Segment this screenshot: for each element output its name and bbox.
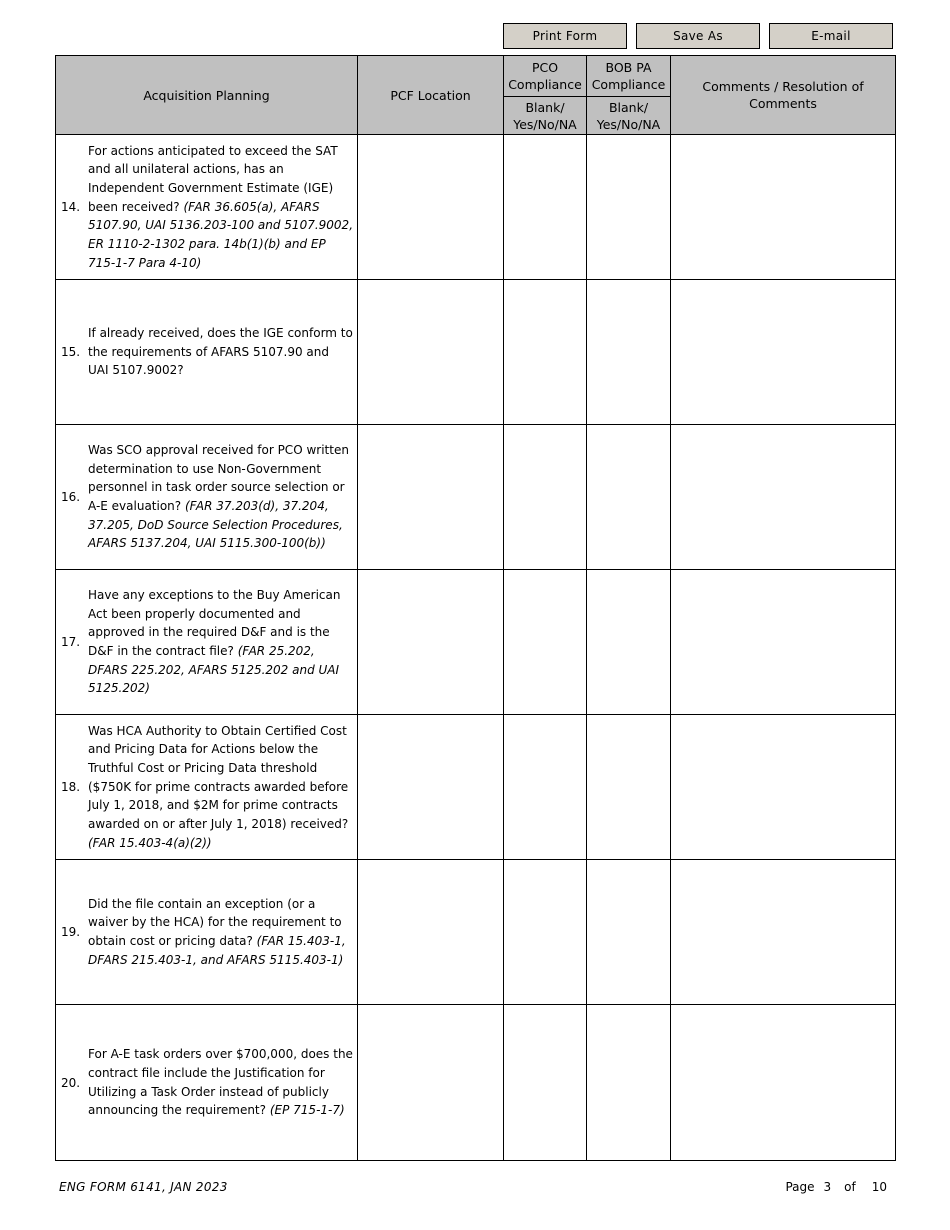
comments-field[interactable] bbox=[671, 570, 896, 715]
question-text: For A-E task orders over $700,000, does the contract file include the Justification for Utilizing a Task Order instead of publicly announcing the requirement? bbox=[88, 1047, 353, 1118]
question-text: Have any exceptions to the Buy American Act been properly documented and approved in the required D&F and is the D&F in the contract file? bbox=[88, 587, 341, 658]
email-button[interactable]: E-mail bbox=[769, 23, 893, 49]
header-acquisition-planning: Acquisition Planning bbox=[56, 56, 358, 135]
pco-compliance-field[interactable] bbox=[504, 425, 587, 570]
pco-compliance-field[interactable] bbox=[504, 860, 587, 1005]
header-pcf-location: PCF Location bbox=[358, 56, 504, 135]
bob-compliance-field[interactable] bbox=[587, 425, 671, 570]
pco-compliance-field[interactable] bbox=[504, 715, 587, 860]
question-number: 14. bbox=[61, 200, 81, 214]
pcf-location-field[interactable] bbox=[358, 570, 504, 715]
page-number: 3 bbox=[823, 1180, 832, 1194]
pco-compliance-field[interactable] bbox=[504, 1005, 587, 1161]
comments-field[interactable] bbox=[671, 715, 896, 860]
table-row bbox=[56, 135, 896, 280]
question-reference: (EP 715-1-7) bbox=[269, 1103, 345, 1118]
page-total: 10 bbox=[871, 1180, 887, 1194]
form-identifier: ENG FORM 6141, JAN 2023 bbox=[59, 1180, 228, 1194]
question-number: 16. bbox=[61, 490, 81, 504]
table-row bbox=[56, 280, 896, 425]
question-cell bbox=[56, 1005, 358, 1161]
question-text: If already received, does the IGE conform to the requirements of AFARS 5107.90 and UAI 5107.9002? bbox=[88, 325, 353, 378]
acquisition-planning-table bbox=[55, 55, 896, 1161]
table-row bbox=[56, 715, 896, 860]
header-pco-options: Blank/ Yes/No/NA bbox=[504, 97, 587, 135]
header-comments: Comments / Resolution of Comments bbox=[671, 56, 896, 135]
bob-compliance-field[interactable] bbox=[587, 135, 671, 280]
comments-field[interactable] bbox=[671, 860, 896, 1005]
table-row bbox=[56, 860, 896, 1005]
pco-compliance-field[interactable] bbox=[504, 280, 587, 425]
question-text: For actions anticipated to exceed the SAT and all unilateral actions, has an Independent Government Estimate (IGE) been received? bbox=[88, 143, 338, 214]
bob-compliance-field[interactable] bbox=[587, 860, 671, 1005]
save-as-button[interactable]: Save As bbox=[636, 23, 760, 49]
pco-compliance-field[interactable] bbox=[504, 570, 587, 715]
comments-field[interactable] bbox=[671, 1005, 896, 1161]
pcf-location-field[interactable] bbox=[358, 135, 504, 280]
question-text: Was HCA Authority to Obtain Certified Cost and Pricing Data for Actions below the Truthful Cost or Pricing Data threshold ($750K for prime contracts awarded before July 1, 2018, and $2M for prime contracts awarded on or after July 1, 2018) received? bbox=[88, 723, 349, 832]
page-of-label: of bbox=[844, 1180, 856, 1194]
pcf-location-field[interactable] bbox=[358, 860, 504, 1005]
bob-compliance-field[interactable] bbox=[587, 715, 671, 860]
header-bob-pa-compliance: BOB PA Compliance bbox=[587, 56, 671, 97]
table-row bbox=[56, 570, 896, 715]
page-label: Page bbox=[785, 1180, 815, 1194]
question-reference: (FAR 15.403-4(a)(2)) bbox=[88, 835, 212, 850]
question-reference: (FAR 36.605(a), AFARS 5107.90, UAI 5136.203-100 and 5107.9002, ER 1110-2-1302 para. 14b(1)(b) and EP 715-1-7 Para 4-10) bbox=[88, 199, 354, 270]
bob-compliance-field[interactable] bbox=[587, 1005, 671, 1161]
form-toolbar bbox=[503, 23, 894, 51]
question-number: 19. bbox=[61, 925, 81, 939]
question-cell bbox=[56, 135, 358, 280]
bob-compliance-field[interactable] bbox=[587, 280, 671, 425]
bob-compliance-field[interactable] bbox=[587, 570, 671, 715]
question-cell bbox=[56, 860, 358, 1005]
question-reference: (FAR 15.403-1, DFARS 215.403-1, and AFARS 5115.403-1) bbox=[88, 934, 346, 967]
pcf-location-field[interactable] bbox=[358, 1005, 504, 1161]
question-text: Did the file contain an exception (or a waiver by the HCA) for the requirement to obtain cost or pricing data? bbox=[88, 896, 342, 948]
comments-field[interactable] bbox=[671, 280, 896, 425]
question-number: 20. bbox=[61, 1075, 81, 1090]
question-cell bbox=[56, 570, 358, 715]
print-form-button[interactable]: Print Form bbox=[503, 23, 627, 49]
question-cell bbox=[56, 280, 358, 425]
question-number: 18. bbox=[61, 780, 81, 794]
page-indicator bbox=[785, 1180, 887, 1194]
comments-field[interactable] bbox=[671, 135, 896, 280]
table-row bbox=[56, 425, 896, 570]
header-pco-compliance: PCO Compliance bbox=[504, 56, 587, 97]
question-cell bbox=[56, 425, 358, 570]
pcf-location-field[interactable] bbox=[358, 425, 504, 570]
pcf-location-field[interactable] bbox=[358, 280, 504, 425]
question-text: Was SCO approval received for PCO written determination to use Non-Government personnel in task order source selection or A-E evaluation? bbox=[88, 442, 349, 513]
question-cell bbox=[56, 715, 358, 860]
pco-compliance-field[interactable] bbox=[504, 135, 587, 280]
pcf-location-field[interactable] bbox=[358, 715, 504, 860]
question-number: 17. bbox=[61, 635, 81, 649]
question-reference: (FAR 25.202, DFARS 225.202, AFARS 5125.202 and UAI 5125.202) bbox=[88, 644, 340, 696]
comments-field[interactable] bbox=[671, 425, 896, 570]
header-bob-options: Blank/ Yes/No/NA bbox=[587, 97, 671, 135]
question-number: 15. bbox=[61, 345, 81, 359]
table-row bbox=[56, 1005, 896, 1161]
question-reference: (FAR 37.203(d), 37.204, 37.205, DoD Source Selection Procedures, AFARS 5137.204, UAI 5115.300-100(b)) bbox=[88, 499, 343, 551]
